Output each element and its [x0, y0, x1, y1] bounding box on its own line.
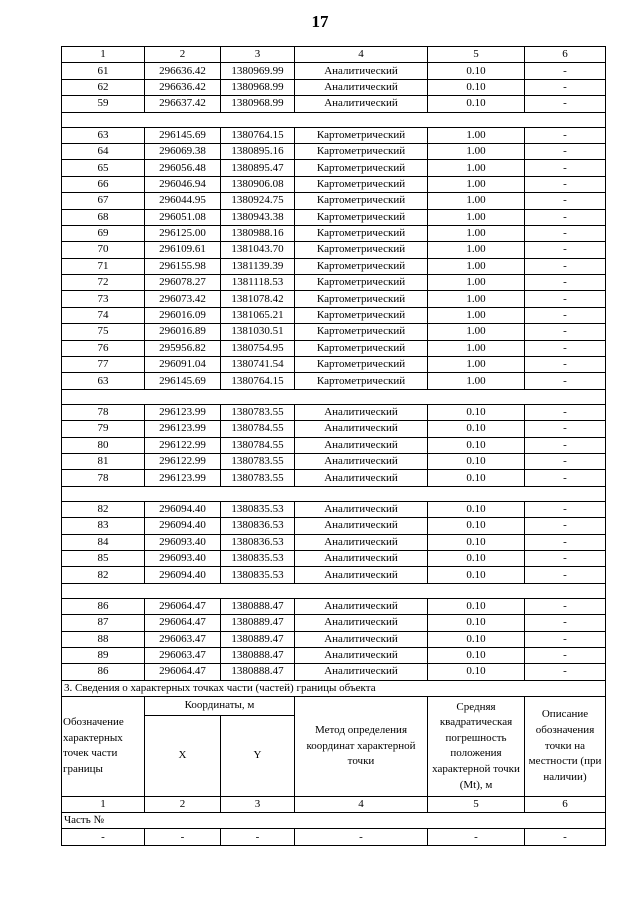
x-cell: 296051.08 — [145, 209, 221, 225]
x-cell: 296064.47 — [145, 615, 221, 631]
column-number-row — [62, 47, 606, 63]
table-row — [62, 340, 606, 356]
y-cell: 1380764.15 — [221, 373, 295, 389]
error-cell: 1.00 — [428, 340, 525, 356]
point-number-cell: 85 — [62, 550, 145, 566]
x-header: X — [145, 715, 221, 796]
error-cell: 1.00 — [428, 242, 525, 258]
point-number-cell: 71 — [62, 258, 145, 274]
description-cell: - — [525, 598, 606, 614]
point-number-cell: 67 — [62, 193, 145, 209]
point-number-cell: 63 — [62, 127, 145, 143]
x-cell: 296056.48 — [145, 160, 221, 176]
description-cell: - — [525, 404, 606, 420]
table-row — [62, 404, 606, 420]
description-cell: - — [525, 324, 606, 340]
description-cell: - — [525, 127, 606, 143]
description-cell: - — [525, 357, 606, 373]
error-cell: 1.00 — [428, 291, 525, 307]
x-cell: 296091.04 — [145, 357, 221, 373]
method-cell: Аналитический — [295, 518, 428, 534]
error-cell: 0.10 — [428, 96, 525, 112]
description-cell: - — [525, 176, 606, 192]
y-cell: 1380889.47 — [221, 615, 295, 631]
x-cell: 296123.99 — [145, 404, 221, 420]
x-cell: 296064.47 — [145, 664, 221, 680]
y-cell: 1380969.99 — [221, 63, 295, 79]
error-cell: 1.00 — [428, 176, 525, 192]
description-cell: - — [525, 96, 606, 112]
y-cell: 1380895.16 — [221, 143, 295, 159]
description-cell: - — [525, 275, 606, 291]
y-cell: 1380783.55 — [221, 404, 295, 420]
y-cell: 1380895.47 — [221, 160, 295, 176]
method-cell: Картометрический — [295, 193, 428, 209]
error-cell: 1.00 — [428, 258, 525, 274]
point-number-cell: 68 — [62, 209, 145, 225]
point-number-cell: 66 — [62, 176, 145, 192]
method-cell: Аналитический — [295, 453, 428, 469]
table-row — [62, 258, 606, 274]
table-row — [62, 275, 606, 291]
table-row — [62, 193, 606, 209]
x-cell: 296046.94 — [145, 176, 221, 192]
description-cell: - — [525, 453, 606, 469]
x-cell: 296064.47 — [145, 598, 221, 614]
x-cell: 296073.42 — [145, 291, 221, 307]
y-cell: 1380741.54 — [221, 357, 295, 373]
error-cell: 0.10 — [428, 404, 525, 420]
y-cell: 1380783.55 — [221, 453, 295, 469]
table-row — [62, 225, 606, 241]
x-cell: 296636.42 — [145, 63, 221, 79]
x-cell: 296078.27 — [145, 275, 221, 291]
method-cell: Картометрический — [295, 176, 428, 192]
y-cell: 1380968.99 — [221, 96, 295, 112]
point-number-cell: 82 — [62, 501, 145, 517]
description-cell: - — [525, 518, 606, 534]
error-header: Средняя квадратическая погрешность положения характерной точки (Mt), м — [428, 697, 525, 797]
point-number-cell: 83 — [62, 518, 145, 534]
point-number-cell: 82 — [62, 567, 145, 583]
x-cell: 296123.99 — [145, 470, 221, 486]
x-cell: 296125.00 — [145, 225, 221, 241]
separator-cell — [62, 486, 606, 501]
method-cell: Картометрический — [295, 143, 428, 159]
point-number-cell: 74 — [62, 307, 145, 323]
y-cell: - — [221, 829, 295, 845]
x-cell: 296094.40 — [145, 501, 221, 517]
column-number: 5 — [428, 796, 525, 812]
x-cell: 296636.42 — [145, 79, 221, 95]
x-cell: 296093.40 — [145, 534, 221, 550]
table-row — [62, 631, 606, 647]
error-cell: 0.10 — [428, 453, 525, 469]
column-number: 4 — [295, 796, 428, 812]
point-number-cell: 79 — [62, 421, 145, 437]
method-cell: Картометрический — [295, 340, 428, 356]
method-cell: Картометрический — [295, 307, 428, 323]
coordinates-table — [61, 46, 606, 846]
method-cell: Картометрический — [295, 242, 428, 258]
x-cell: 296145.69 — [145, 127, 221, 143]
column-number: 3 — [221, 796, 295, 812]
x-cell: 296155.98 — [145, 258, 221, 274]
y-cell: 1381118.53 — [221, 275, 295, 291]
error-cell: 1.00 — [428, 160, 525, 176]
y-cell: 1380968.99 — [221, 79, 295, 95]
separator-cell — [62, 112, 606, 127]
description-cell: - — [525, 567, 606, 583]
page-number: 17 — [311, 12, 329, 31]
table-row — [62, 176, 606, 192]
table-row — [62, 534, 606, 550]
method-cell: Аналитический — [295, 664, 428, 680]
error-cell: 0.10 — [428, 550, 525, 566]
description-cell: - — [525, 631, 606, 647]
y-cell: 1380835.53 — [221, 501, 295, 517]
method-cell: Картометрический — [295, 127, 428, 143]
table-row — [62, 598, 606, 614]
method-cell: Аналитический — [295, 404, 428, 420]
x-cell: 295956.82 — [145, 340, 221, 356]
description-cell: - — [525, 307, 606, 323]
description-cell: - — [525, 421, 606, 437]
part-label-row — [62, 813, 606, 829]
error-cell: 0.10 — [428, 534, 525, 550]
point-number-cell: 62 — [62, 79, 145, 95]
method-cell: Аналитический — [295, 615, 428, 631]
point-number-cell: 59 — [62, 96, 145, 112]
x-cell: 296044.95 — [145, 193, 221, 209]
point-number-cell: 88 — [62, 631, 145, 647]
error-cell: 0.10 — [428, 437, 525, 453]
description-cell: - — [525, 340, 606, 356]
table-row — [62, 373, 606, 389]
column-number: 5 — [428, 47, 525, 63]
separator-cell — [62, 389, 606, 404]
description-cell: - — [525, 664, 606, 680]
column-number: 6 — [525, 796, 606, 812]
y-cell: 1380924.75 — [221, 193, 295, 209]
method-header: Метод определения координат характерной точки — [295, 697, 428, 797]
point-number-cell: 72 — [62, 275, 145, 291]
error-cell: 0.10 — [428, 567, 525, 583]
y-cell: 1380888.47 — [221, 598, 295, 614]
point-number-cell: 84 — [62, 534, 145, 550]
table-row — [62, 437, 606, 453]
y-cell: 1381078.42 — [221, 291, 295, 307]
y-cell: 1380783.55 — [221, 470, 295, 486]
point-number-cell: 86 — [62, 664, 145, 680]
error-cell: 0.10 — [428, 63, 525, 79]
y-cell: 1380888.47 — [221, 664, 295, 680]
error-cell: 1.00 — [428, 225, 525, 241]
column-number: 2 — [145, 796, 221, 812]
description-cell: - — [525, 258, 606, 274]
x-cell: 296063.47 — [145, 647, 221, 663]
point-number-cell: 63 — [62, 373, 145, 389]
method-cell: Аналитический — [295, 437, 428, 453]
error-cell: 1.00 — [428, 143, 525, 159]
column-number-row — [62, 796, 606, 812]
method-cell: Аналитический — [295, 567, 428, 583]
table-row — [62, 501, 606, 517]
method-cell: Картометрический — [295, 373, 428, 389]
column-number: 1 — [62, 796, 145, 812]
table-row — [62, 615, 606, 631]
table-row — [62, 470, 606, 486]
description-cell: - — [525, 615, 606, 631]
y-header: Y — [221, 715, 295, 796]
point-number-cell: 78 — [62, 470, 145, 486]
method-cell: Аналитический — [295, 421, 428, 437]
table-row — [62, 127, 606, 143]
table-row — [62, 421, 606, 437]
table-row — [62, 567, 606, 583]
method-cell: Аналитический — [295, 631, 428, 647]
y-cell: 1380835.53 — [221, 550, 295, 566]
separator-row — [62, 389, 606, 404]
column-number: 1 — [62, 47, 145, 63]
method-cell: Аналитический — [295, 501, 428, 517]
table-row — [62, 357, 606, 373]
x-cell: - — [145, 829, 221, 845]
table-row — [62, 324, 606, 340]
error-cell: 1.00 — [428, 127, 525, 143]
point-number-cell: - — [62, 829, 145, 845]
y-cell: 1380764.15 — [221, 127, 295, 143]
y-cell: 1380943.38 — [221, 209, 295, 225]
table-row — [62, 143, 606, 159]
x-cell: 296016.09 — [145, 307, 221, 323]
separator-cell — [62, 583, 606, 598]
y-cell: 1380836.53 — [221, 534, 295, 550]
description-cell: - — [525, 829, 606, 845]
x-cell: 296094.40 — [145, 518, 221, 534]
point-number-cell: 80 — [62, 437, 145, 453]
y-cell: 1381030.51 — [221, 324, 295, 340]
y-cell: 1380988.16 — [221, 225, 295, 241]
description-cell: - — [525, 225, 606, 241]
error-cell: 1.00 — [428, 307, 525, 323]
point-number-cell: 81 — [62, 453, 145, 469]
x-cell: 296109.61 — [145, 242, 221, 258]
error-cell: 1.00 — [428, 209, 525, 225]
y-cell: 1380889.47 — [221, 631, 295, 647]
description-cell: - — [525, 501, 606, 517]
description-cell: - — [525, 209, 606, 225]
description-cell: - — [525, 437, 606, 453]
separator-row — [62, 486, 606, 501]
error-cell: 1.00 — [428, 357, 525, 373]
error-cell: 0.10 — [428, 598, 525, 614]
table-row — [62, 829, 606, 845]
point-number-cell: 69 — [62, 225, 145, 241]
table-row — [62, 160, 606, 176]
x-cell: 296145.69 — [145, 373, 221, 389]
description-cell: - — [525, 470, 606, 486]
error-cell: 1.00 — [428, 373, 525, 389]
table-row — [62, 518, 606, 534]
description-cell: - — [525, 291, 606, 307]
y-cell: 1380888.47 — [221, 647, 295, 663]
description-cell: - — [525, 79, 606, 95]
point-number-cell: 70 — [62, 242, 145, 258]
point-number-cell: 77 — [62, 357, 145, 373]
method-cell: Картометрический — [295, 291, 428, 307]
table-row — [62, 453, 606, 469]
point-number-cell: 86 — [62, 598, 145, 614]
method-cell: Картометрический — [295, 258, 428, 274]
method-cell: Картометрический — [295, 160, 428, 176]
table-row — [62, 550, 606, 566]
point-number-cell: 75 — [62, 324, 145, 340]
table-row — [62, 307, 606, 323]
table-row — [62, 664, 606, 680]
method-cell: Аналитический — [295, 63, 428, 79]
x-cell: 296069.38 — [145, 143, 221, 159]
x-cell: 296093.40 — [145, 550, 221, 566]
coordinates-header: Координаты, м — [145, 697, 295, 716]
section-header-row — [62, 697, 606, 716]
y-cell: 1381139.39 — [221, 258, 295, 274]
x-cell: 296016.89 — [145, 324, 221, 340]
y-cell: 1380835.53 — [221, 567, 295, 583]
column-number: 2 — [145, 47, 221, 63]
x-cell: 296637.42 — [145, 96, 221, 112]
method-cell: Картометрический — [295, 357, 428, 373]
table-row — [62, 242, 606, 258]
table-row — [62, 291, 606, 307]
x-cell: 296063.47 — [145, 631, 221, 647]
description-cell: - — [525, 63, 606, 79]
description-cell: - — [525, 534, 606, 550]
point-number-cell: 73 — [62, 291, 145, 307]
error-cell: 0.10 — [428, 421, 525, 437]
error-cell: 1.00 — [428, 275, 525, 291]
point-number-cell: 65 — [62, 160, 145, 176]
y-cell: 1380836.53 — [221, 518, 295, 534]
error-cell: 0.10 — [428, 631, 525, 647]
error-cell: 0.10 — [428, 664, 525, 680]
description-cell: - — [525, 550, 606, 566]
point-number-cell: 61 — [62, 63, 145, 79]
table-row — [62, 63, 606, 79]
part-label: Часть № — [62, 813, 606, 829]
y-cell: 1380906.08 — [221, 176, 295, 192]
error-cell: 0.10 — [428, 647, 525, 663]
error-cell: 0.10 — [428, 79, 525, 95]
method-cell: Картометрический — [295, 324, 428, 340]
description-cell: - — [525, 242, 606, 258]
error-cell: 0.10 — [428, 470, 525, 486]
error-cell: - — [428, 829, 525, 845]
method-cell: - — [295, 829, 428, 845]
error-cell: 0.10 — [428, 518, 525, 534]
y-cell: 1380784.55 — [221, 421, 295, 437]
column-number: 4 — [295, 47, 428, 63]
x-cell: 296094.40 — [145, 567, 221, 583]
error-cell: 1.00 — [428, 193, 525, 209]
table-row — [62, 209, 606, 225]
description-cell: - — [525, 193, 606, 209]
separator-row — [62, 583, 606, 598]
method-cell: Аналитический — [295, 470, 428, 486]
point-number-cell: 76 — [62, 340, 145, 356]
separator-row — [62, 112, 606, 127]
error-cell: 1.00 — [428, 324, 525, 340]
error-cell: 0.10 — [428, 501, 525, 517]
y-cell: 1381065.21 — [221, 307, 295, 323]
method-cell: Картометрический — [295, 275, 428, 291]
section-title: 3. Сведения о характерных точках части (частей) границы объекта — [62, 680, 606, 696]
error-cell: 0.10 — [428, 615, 525, 631]
x-cell: 296123.99 — [145, 421, 221, 437]
method-cell: Картометрический — [295, 209, 428, 225]
y-cell: 1380784.55 — [221, 437, 295, 453]
description-cell: - — [525, 373, 606, 389]
column-number: 6 — [525, 47, 606, 63]
method-cell: Картометрический — [295, 225, 428, 241]
section-title-row — [62, 680, 606, 696]
table-row — [62, 647, 606, 663]
description-cell: - — [525, 143, 606, 159]
table-row — [62, 96, 606, 112]
method-cell: Аналитический — [295, 598, 428, 614]
method-cell: Аналитический — [295, 647, 428, 663]
description-cell: - — [525, 160, 606, 176]
method-cell: Аналитический — [295, 550, 428, 566]
table-row — [62, 79, 606, 95]
point-number-cell: 89 — [62, 647, 145, 663]
method-cell: Аналитический — [295, 96, 428, 112]
method-cell: Аналитический — [295, 79, 428, 95]
method-cell: Аналитический — [295, 534, 428, 550]
description-header: Описание обозначения точки на местности (при наличии) — [525, 697, 606, 797]
x-cell: 296122.99 — [145, 453, 221, 469]
x-cell: 296122.99 — [145, 437, 221, 453]
point-number-cell: 78 — [62, 404, 145, 420]
point-number-cell: 87 — [62, 615, 145, 631]
description-cell: - — [525, 647, 606, 663]
y-cell: 1380754.95 — [221, 340, 295, 356]
column-number: 3 — [221, 47, 295, 63]
point-number-cell: 64 — [62, 143, 145, 159]
y-cell: 1381043.70 — [221, 242, 295, 258]
point-designation-header: Обозначение характерных точек части границы — [62, 697, 145, 797]
